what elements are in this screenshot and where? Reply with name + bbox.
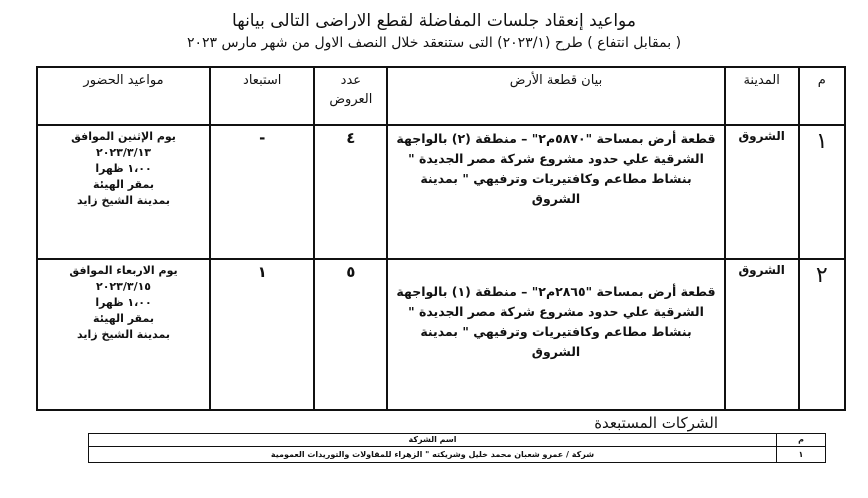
excluded-companies-table bbox=[88, 433, 826, 463]
row-description: قطعة أرض بمساحة "٥٨٧٠م٢" – منطقة (٢) بالواجهة الشرقية علي حدود مشروع شركة مصر الجديدة " بنشاط مطاعم وكافتيريات وترفيهي " بمدينة الشروق bbox=[387, 125, 725, 259]
attendance-time: ١،٠٠ ظهرا bbox=[95, 162, 152, 175]
row-attendance bbox=[37, 125, 210, 259]
sessions-table bbox=[36, 66, 846, 411]
row-excluded: ١ bbox=[210, 259, 314, 410]
table-header-row bbox=[37, 67, 845, 125]
attendance-city: بمدينة الشيخ زايد bbox=[77, 194, 170, 207]
attendance-time: ١،٠٠ ظهرا bbox=[95, 296, 152, 309]
excluded-col-header-number: م bbox=[777, 434, 826, 447]
attendance-city: بمدينة الشيخ زايد bbox=[77, 328, 170, 341]
col-header-excluded: استبعاد bbox=[210, 67, 314, 125]
col-header-offers-line2: العروض bbox=[329, 92, 373, 107]
attendance-date: ٢٠٢٣/٣/١٣ bbox=[95, 146, 152, 159]
attendance-day: يوم الإثنين الموافق bbox=[71, 130, 176, 143]
document-title: مواعيد إنعقاد جلسات المفاضلة لقطع الاراضى التالى بيانها bbox=[232, 11, 636, 31]
col-header-offers bbox=[314, 67, 387, 125]
excluded-companies-heading: الشركات المستبعدة bbox=[594, 414, 718, 432]
attendance-day: يوم الاربعاء الموافق bbox=[69, 264, 178, 277]
document-subtitle: ( بمقابل انتفاع ) طرح (٢٠٢٣/١) التى ستنعقد خلال النصف الاول من شهر مارس ٢٠٢٣ bbox=[186, 35, 682, 51]
row-city: الشروق bbox=[725, 125, 799, 259]
table-row bbox=[37, 125, 845, 259]
excluded-row-company: شركة / عمرو شعبان محمد خليل وشريكته " الزهراء للمقاولات والتوريدات العمومية bbox=[89, 447, 777, 463]
attendance-place: بمقر الهيئة bbox=[93, 312, 154, 325]
row-offers: ٥ bbox=[314, 259, 387, 410]
row-attendance bbox=[37, 259, 210, 410]
row-city: الشروق bbox=[725, 259, 799, 410]
row-number: ١ bbox=[799, 125, 845, 259]
excluded-table-header-row bbox=[89, 434, 826, 447]
row-excluded: - bbox=[210, 125, 314, 259]
row-number: ٢ bbox=[799, 259, 845, 410]
col-header-number: م bbox=[799, 67, 845, 125]
row-description: قطعة أرض بمساحة "٢٨٦٥م٢" – منطقة (١) بالواجهة الشرقية علي حدود مشروع شركة مصر الجديدة " بنشاط مطاعم وكافتيريات وترفيهي " بمدينة الشروق bbox=[387, 259, 725, 410]
col-header-offers-line1: عدد bbox=[340, 73, 362, 88]
row-offers: ٤ bbox=[314, 125, 387, 259]
attendance-date: ٢٠٢٣/٣/١٥ bbox=[95, 280, 152, 293]
attendance-place: بمقر الهيئة bbox=[93, 178, 154, 191]
excluded-col-header-company: اسم الشركة bbox=[89, 434, 777, 447]
col-header-city: المدينة bbox=[725, 67, 799, 125]
table-row bbox=[37, 259, 845, 410]
excluded-row-number: ١ bbox=[777, 447, 826, 463]
table-row bbox=[89, 447, 826, 463]
col-header-attendance: مواعيد الحضور bbox=[37, 67, 210, 125]
col-header-description: بيان قطعة الأرض bbox=[387, 67, 725, 125]
